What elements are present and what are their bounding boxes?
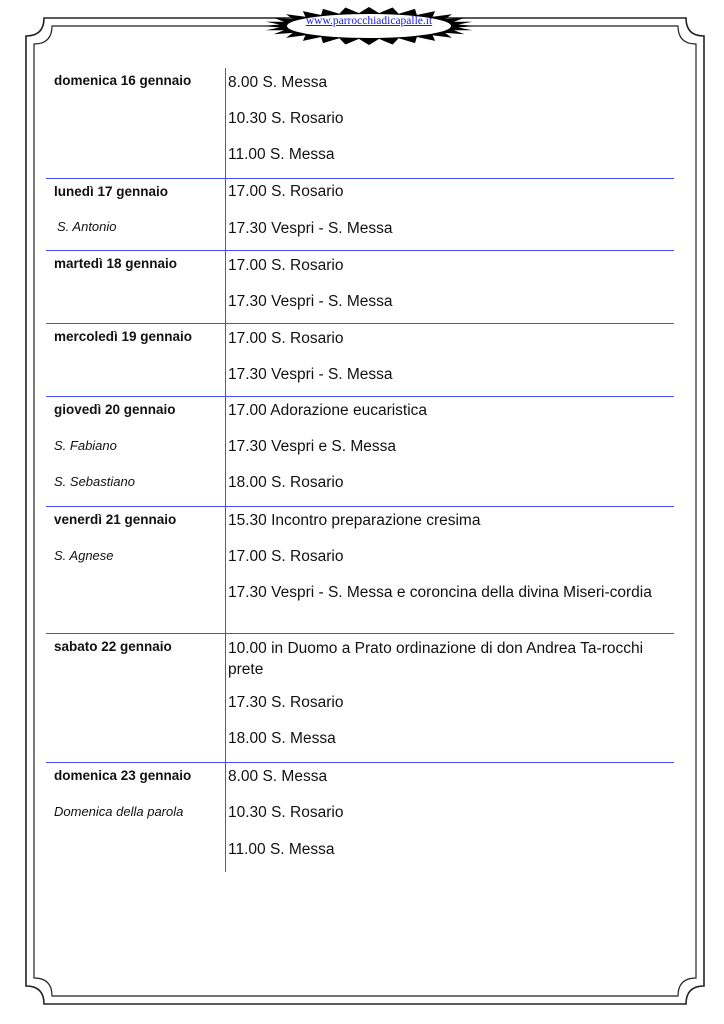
row-event: 10.30 S. Rosario [228, 110, 344, 127]
row-event: 11.00 S. Messa [228, 841, 335, 858]
row-note: S. Sebastiano [54, 474, 135, 489]
row-event: 18.00 S. Rosario [228, 474, 344, 491]
row-event: 8.00 S. Messa [228, 74, 328, 91]
schedule-row [46, 251, 674, 324]
row-date: giovedì 20 gennaio [54, 402, 176, 417]
row-note: S. Fabiano [54, 438, 117, 453]
row-event: 17.00 S. Rosario [228, 183, 344, 200]
row-event: 17.30 Vespri - S. Messa [228, 293, 393, 310]
schedule-row [46, 324, 674, 397]
row-note: Domenica della parola [54, 804, 184, 819]
row-event: 10.30 S. Rosario [228, 804, 344, 821]
row-event: 17.00 S. Rosario [228, 548, 344, 565]
row-event: 17.00 S. Rosario [228, 330, 344, 347]
row-event: 11.00 S. Messa [228, 146, 335, 163]
row-event: 17.30 Vespri - S. Messa [228, 366, 393, 383]
row-event: 18.00 S. Messa [228, 730, 336, 747]
row-event: 17.30 Vespri - S. Messa [228, 220, 393, 237]
row-date: venerdì 21 gennaio [54, 512, 177, 527]
schedule-row [46, 763, 674, 871]
row-note: S. Agnese [54, 548, 114, 563]
row-event: 17.00 Adorazione eucaristica [228, 402, 428, 419]
row-date: martedì 18 gennaio [54, 256, 178, 271]
row-event: 17.30 Vespri e S. Messa [228, 438, 397, 455]
schedule-row [46, 68, 674, 179]
row-event: 17.30 S. Rosario [228, 694, 344, 711]
schedule-row [46, 634, 674, 763]
row-date: lunedì 17 gennaio [54, 184, 169, 199]
row-note: S. Antonio [57, 219, 117, 234]
schedule-row [46, 507, 674, 634]
row-date: domenica 16 gennaio [54, 73, 192, 88]
row-event: 17.30 Vespri - S. Messa e coroncina della divina Miseri-cordia [228, 584, 652, 601]
row-date: mercoledì 19 gennaio [54, 329, 193, 344]
row-event: 17.00 S. Rosario [228, 257, 344, 274]
row-event: 15.30 Incontro preparazione cresima [228, 512, 481, 529]
schedule-row [46, 179, 674, 251]
row-date: domenica 23 gennaio [54, 768, 192, 783]
row-event: 10.00 in Duomo a Prato ordinazione di don Andrea Ta-rocchi prete [228, 640, 644, 678]
schedule-row [46, 397, 674, 507]
row-date: sabato 22 gennaio [54, 639, 172, 654]
site-url-link[interactable]: www.parrocchiadicapalle.it [305, 15, 433, 27]
row-event: 8.00 S. Messa [228, 768, 328, 785]
